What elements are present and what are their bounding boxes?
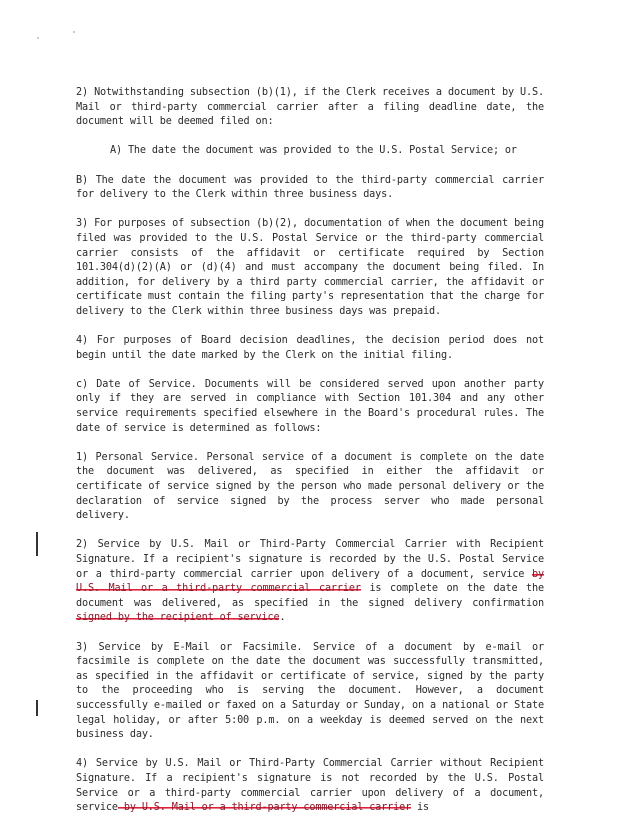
text-run: 4) Service by U.S. Mail or Third-Party Commercial Carrier without Recipient Signature. If a recipient's signature is not recorded by the U.S. Postal Service or a third-party commercial carrier upon delivery of a document, service [76,758,544,814]
text-run: is [411,802,430,814]
paragraph-b2b: B) The date the document was provided to the third-party commercial carrier for delivery to the Clerk within three business days. [76,174,544,201]
document-body [76,86,544,830]
paragraph-b3: 3) For purposes of subsection (b)(2), documentation of when the document being filed was provided to the U.S. Postal Service or the third-party commercial carrier consists of the affidavit or certificate required by Section 101.304(d)(2)(A) or (d)(4) and must accompany the document being filed. In addition, for delivery by a third party commercial carrier, the affidavit or certificate must contain the filing party's representation that the charge for delivery to the Clerk within three business days was prepaid. [76,218,544,317]
text-run: . [279,612,286,624]
revision-bar [36,532,38,556]
struck-text: by U.S. Mail or a third-party commercial carrier [76,568,544,595]
paragraph-c2 [76,538,544,626]
revision-bar [36,700,38,716]
paragraph-c1: 1) Personal Service. Personal service of a document is complete on the date the document was delivered, as specified in either the affidavit or certificate of service signed by the person who made personal delivery or the declaration of service signed by the process server who made personal delivery. [76,451,544,522]
paragraph-c4 [76,757,544,815]
paragraph-b4: 4) For purposes of Board decision deadlines, the decision period does not begin until the date marked by the Clerk on the initial filing. [76,335,544,361]
paragraph-c: c) Date of Service. Documents will be considered served upon another party only if they are served in compliance with Section 101.304 and any other service requirements specified elsewhere in the Board's procedural rules. The date of service is determined as follows: [76,378,544,434]
paragraph-c3: 3) Service by E-Mail or Facsimile. Service of a document by e-mail or facsimile is complete on the date the document was successfully transmitted, as specified in the affidavit or certificate of service, signed by the party to the proceeding who is serving the document. However, a document successfully e-mailed or faxed on a Saturday or Sunday, on a national or State legal holiday, or after 5:00 p.m. on a weekday is deemed served on the next business day. [76,641,544,741]
paragraph-b2a: A) The date the document was provided to the U.S. Postal Service; or [110,145,517,157]
scan-speck [73,31,75,33]
text-run: 2) Service by U.S. Mail or Third-Party Commercial Carrier with Recipient Signature. If a recipient's signature is recorded by the U.S. Postal Service or a third-party commercial carrier upon delivery of a document, service [76,539,544,580]
scan-speck [37,37,39,39]
paragraph-b2: 2) Notwithstanding subsection (b)(1), if the Clerk receives a document by U.S. Mail or third-party commercial carrier after a filing deadline date, the document will be deemed filed on: [76,87,544,128]
text-run: is complete on the date the document was delivered, as specified in the signed delivery confirmation [76,583,544,609]
struck-text: signed by the recipient of service [76,612,280,624]
struck-text: by U.S. Mail or a third-party commercial carrier [117,802,412,814]
